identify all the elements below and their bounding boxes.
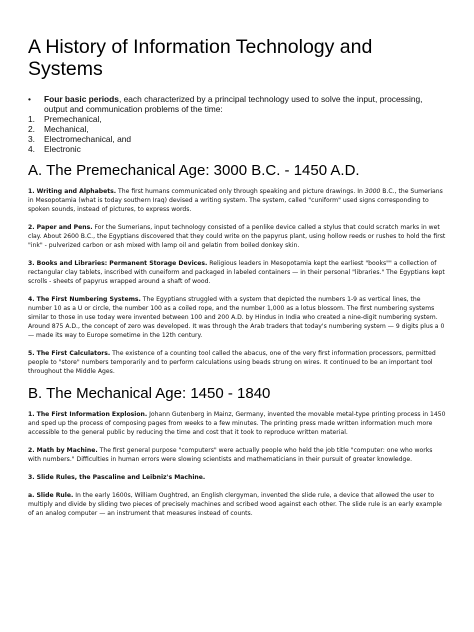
paragraph-writing-alphabets: 1. Writing and Alphabets. The first humans communicated only through speaking and picture drawings. In 3000 B.C., the Sumerians in Mesopotamia (what is today southern Iraq) devised a writing system. The system, called "cuniform" used signs corresponding to spoken sounds, instead of pictures, to express words. bbox=[28, 188, 443, 213]
list-item: 4. Electronic bbox=[28, 144, 81, 154]
bullet-dot-icon: • bbox=[28, 94, 31, 104]
section-b-heading: B. The Mechanical Age: 1450 - 1840 bbox=[28, 385, 271, 402]
paragraph-numbering-systems: 4. The First Numbering Systems. The Egyptians struggled with a system that depicted the numbers 1-9 as vertical lines, the number 10 as a U or circle, the number 100 as a coiled rope, and the number 1,000 as a lotus blossom. The first numbering systems similar to those in use today were invented between 100 and 200 A.D. by Hindus in India who created a nine-digit numbering system. Around 875 A.D., the concept of zero was developed. It was through the Arab traders that today's numbering system — 9 digits plus a 0 — made its way to Europe sometime in the 12th century. bbox=[28, 296, 445, 339]
paragraph-paper-pens: 2. Paper and Pens. For the Sumerians, input technology consisted of a penlike device called a stylus that could scratch marks in wet clay. About 2600 B.C., the Egyptians discovered that they could write on the papyrus plant, using hollow reeds or rushes to hold the first "ink" - pulverized carbon or ash mixed with lamp oil and gelatin from boiled donkey skin. bbox=[28, 224, 446, 249]
paragraph-books-libraries: 3. Books and Libraries: Permanent Storage Devices. Religious leaders in Mesopotamia kept the earliest "books"" a collection of rectangular clay tablets, inscribed with cuneiform and packaged in labeled containers — in their personal "libraries." The Egyptians kept scrolls - sheets of papyrus wrapped around a shaft of wood. bbox=[28, 260, 445, 285]
document-title: A History of Information Technology and Systems bbox=[28, 36, 373, 80]
periods-list bbox=[28, 114, 446, 154]
intro-bullet-bold: Four basic periods bbox=[44, 94, 119, 104]
list-item: 1. Premechanical, bbox=[28, 114, 102, 124]
intro-bullet bbox=[28, 94, 446, 114]
list-item: 3. Electromechanical, and bbox=[28, 134, 132, 144]
paragraph-first-calculators: 5. The First Calculators. The existence of a counting tool called the abacus, one of the very first information processors, permitted people to "store" numbers temporarily and to perform calculations using beads strung on wires. It continued to be an important tool throughout the Middle Ages. bbox=[28, 350, 436, 375]
list-item: 2. Mechanical, bbox=[28, 124, 89, 134]
paragraph-slide-rules-heading: 3. Slide Rules, the Pascaline and Leibniz's Machine. bbox=[28, 474, 206, 481]
intro-bullet-text: , each characterized by a principal technology used to solve the input, processing, output and communication problems of the time: bbox=[44, 94, 423, 114]
paragraph-slide-rule: a. Slide Rule. In the early 1600s, William Oughtred, an English clergyman, invented the slide rule, a device that allowed the user to multiply and divide by sliding two pieces of precisely machines and scribed wood against each other. The slide rule is an early example of an analog computer — an instrument that measures instead of counts. bbox=[28, 492, 442, 517]
section-a-heading: A. The Premechanical Age: 3000 B.C. - 1450 A.D. bbox=[28, 162, 360, 179]
paragraph-math-by-machine: 2. Math by Machine. The first general purpose "computers" were actually people who held the job title "computer: one who works with numbers." Difficulties in human errors were slowing scientists and mathematicians in their pursuit of greater knowledge. bbox=[28, 447, 433, 463]
intro-block bbox=[28, 94, 446, 154]
paragraph-information-explosion: 1. The First Information Explosion. Johann Gutenberg in Mainz, Germany, invented the movable metal-type printing process in 1450 and sped up the process of composing pages from weeks to a few minutes. The printing press made written information much more accessible to the general public by reducing the time and cost that it took to reproduce written material. bbox=[28, 411, 446, 436]
